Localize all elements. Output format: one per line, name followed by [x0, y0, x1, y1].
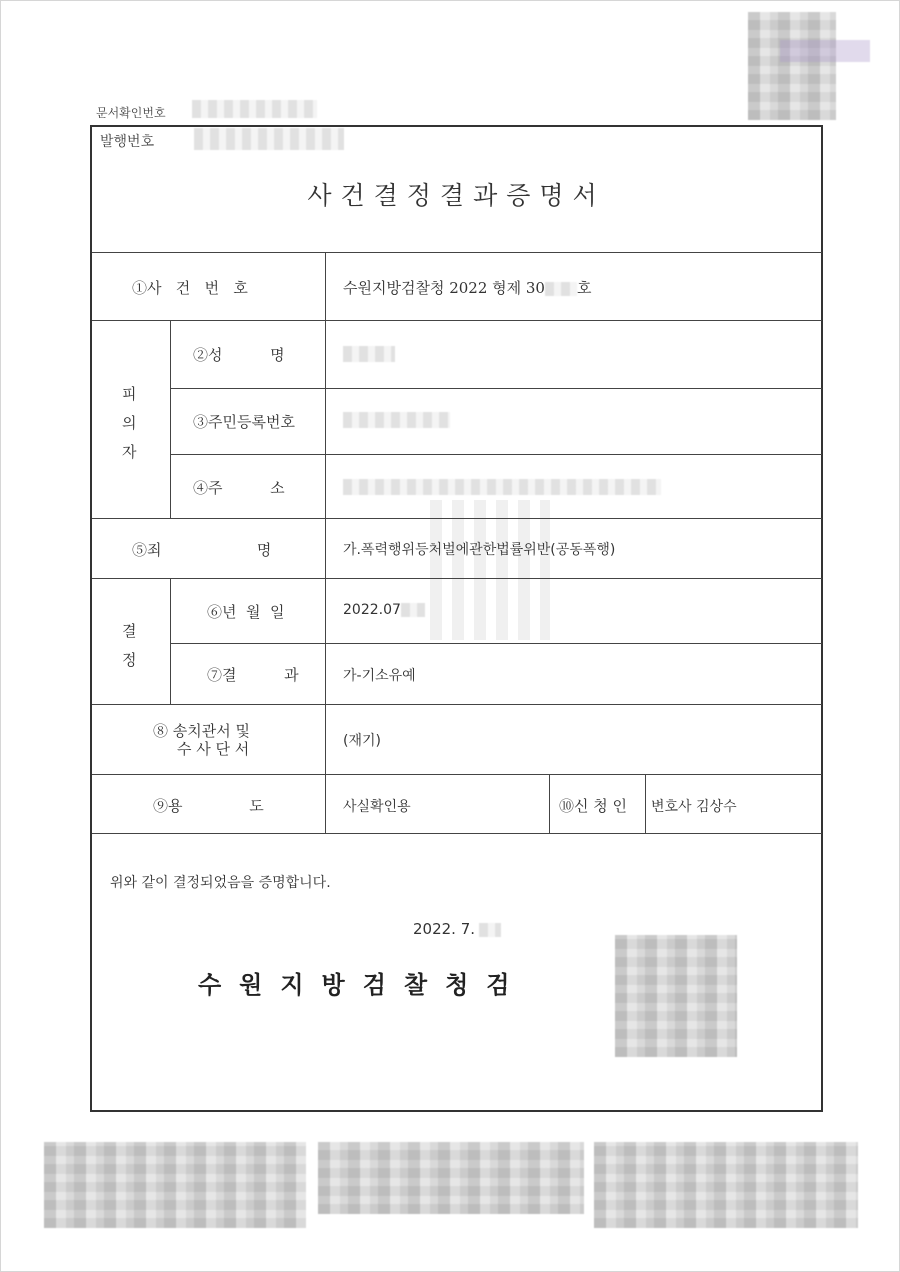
issue-date-text: 2022. 7.: [413, 920, 476, 938]
column-divider: [325, 252, 326, 833]
result-value: 가-기소유예: [343, 668, 416, 684]
row-divider: [92, 518, 822, 519]
name-label: ②성 명: [193, 346, 285, 364]
row-divider: [170, 643, 822, 644]
case-number-value: [343, 277, 591, 298]
purpose-label: ⑨용 도: [153, 797, 264, 815]
certification-statement: 위와 같이 결정되었음을 증명합니다.: [110, 875, 331, 891]
redacted-doc-confirm-number: [192, 100, 317, 118]
decision-date-text: 2022.07: [343, 602, 401, 618]
row-divider: [92, 252, 822, 253]
redacted-address: [343, 479, 661, 495]
column-divider: [645, 774, 646, 833]
redacted-resident-number: [343, 412, 450, 428]
redacted-issue-day: [479, 923, 501, 937]
document-title: 사건결정결과증명서: [307, 181, 606, 210]
row-divider: [92, 578, 822, 579]
case-number-prefix: 수원지방검찰청 2022 형제 30: [343, 279, 545, 297]
redacted-name: [343, 346, 395, 362]
charge-label: ⑤죄 명: [132, 541, 272, 559]
redacted-seal-top: [748, 12, 836, 120]
row-divider: [92, 774, 822, 775]
resident-number-label: ③주민등록번호: [193, 413, 295, 431]
row-divider: [170, 454, 822, 455]
issue-date: [413, 920, 501, 938]
row-divider: [92, 833, 822, 834]
watermark-emblem: [430, 500, 550, 640]
decision-date-value: [343, 602, 425, 618]
redacted-footer-band-1: [44, 1142, 306, 1228]
issue-number-label: 발행번호: [100, 134, 155, 150]
decision-date-label: ⑥년 월 일: [207, 603, 285, 621]
case-number-label: ①사 건 번 호: [132, 279, 248, 297]
column-divider: [170, 320, 171, 518]
redacted-case-digits: [545, 282, 577, 296]
redacted-date-digits: [401, 603, 425, 617]
address-label: ④주 소: [193, 479, 285, 497]
redacted-footer-band-3: [594, 1142, 858, 1228]
row-divider: [92, 320, 822, 321]
issuing-authority: 수원지방검찰청검: [198, 970, 528, 999]
office-label-line1: ⑧ 송치관서 및: [153, 722, 250, 740]
office-label-line2: 수 사 단 서: [177, 740, 250, 758]
row-divider: [170, 388, 822, 389]
column-divider: [170, 578, 171, 704]
row-divider: [92, 704, 822, 705]
redacted-footer-band-2: [318, 1142, 584, 1214]
decision-group-label: 결 정: [122, 622, 137, 669]
charge-value: 가.폭력행위등처벌에관한법률위반(공동폭행): [343, 542, 616, 558]
purpose-value: 사실확인용: [343, 799, 411, 815]
office-value: (재기): [343, 733, 381, 749]
doc-confirm-label: 문서확인번호: [96, 106, 166, 120]
redacted-mark-top: [780, 40, 870, 62]
suspect-group-label: 피 의 자: [122, 385, 137, 461]
column-divider: [549, 774, 550, 833]
result-label: ⑦결 과: [207, 666, 299, 684]
applicant-label: ⑩신 청 인: [559, 797, 628, 815]
redacted-official-seal: [615, 935, 737, 1057]
applicant-value: 변호사 김상수: [651, 799, 737, 815]
case-number-suffix: 호: [576, 279, 592, 297]
